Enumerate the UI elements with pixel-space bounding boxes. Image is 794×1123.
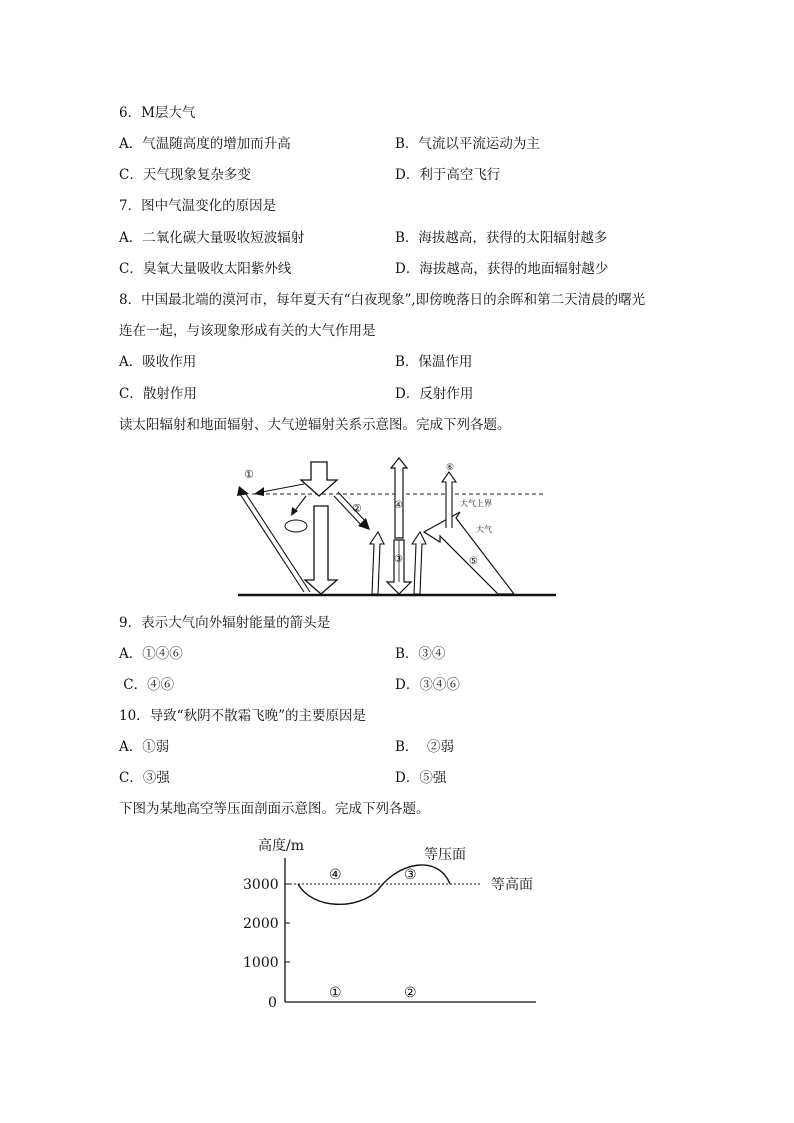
q6-option-d: D．利于高空飞行: [395, 167, 501, 183]
q7-option-a: A．二氧化碳大量吸收短波辐射: [119, 230, 305, 246]
q9-option-d: D．③④⑥: [395, 677, 460, 693]
arrow-1-head: [237, 486, 249, 496]
arrow-1-upper-reflection: [262, 484, 304, 492]
tick-label-3000: 3000: [243, 877, 279, 893]
tick-label-0: 0: [268, 995, 277, 1011]
point-4: ④: [329, 867, 342, 883]
point-3: ③: [404, 867, 417, 883]
q10-option-b: B． ②弱: [395, 739, 455, 755]
arrow-1-upper-head: [254, 487, 264, 496]
isobar-label: 等压面: [424, 847, 466, 863]
q6-option-c: C．天气现象复杂多变: [119, 167, 251, 183]
q8-stem-line2: 连在一起，与该现象形成有关的大气作用是: [119, 323, 376, 339]
label-5: ⑤: [469, 556, 478, 567]
tick-label-2000: 2000: [243, 916, 279, 932]
q8-option-b: B．保温作用: [395, 354, 473, 370]
q10-stem: 10．导致“秋阴不散霜飞晚”的主要原因是: [119, 708, 366, 724]
label-4: ④: [394, 500, 403, 511]
q9-option-a: A．①④⑥: [119, 646, 183, 662]
figure1-intro: 读太阳辐射和地面辐射、大气逆辐射关系示意图。完成下列各题。: [119, 417, 511, 433]
label-2: ②: [352, 502, 362, 515]
arrow-5-body: [424, 512, 514, 594]
q9-option-c: C．④⑥: [119, 677, 175, 693]
tick-label-1000: 1000: [243, 955, 279, 971]
q9-stem: 9．表示大气向外辐射能量的箭头是: [119, 615, 331, 631]
label-1: ①: [244, 468, 254, 481]
radiation-diagram: [234, 456, 564, 601]
solar-radiation-arrow-lower: [305, 506, 337, 594]
point-1: ①: [329, 985, 342, 1001]
point-2: ②: [404, 985, 417, 1001]
arrow-4-upward: [391, 458, 407, 538]
cloud: [285, 520, 307, 532]
solar-radiation-arrow-upper: [301, 462, 337, 496]
q8-option-d: D．反射作用: [395, 386, 474, 402]
q7-option-b: B．海拔越高，获得的太阳辐射越多: [395, 230, 608, 246]
atmosphere-top-label: 大气上界: [460, 499, 492, 508]
q6-option-a: A．气温随高度的增加而升高: [119, 136, 291, 152]
isobaric-curve: [298, 865, 450, 904]
q6-option-b: B．气流以平流运动为主: [395, 136, 540, 152]
q10-option-d: D．⑤强: [395, 770, 447, 786]
q8-option-c: C．散射作用: [119, 386, 197, 402]
q8-option-a: A．吸收作用: [119, 354, 197, 370]
atmosphere-label: 大气: [476, 525, 492, 534]
figure2-intro: 下图为某地高空等压面剖面示意图。完成下列各题。: [119, 801, 430, 817]
q10-option-c: C．③强: [119, 770, 170, 786]
label-3: ③: [394, 554, 403, 565]
q8-stem-line1: 8．中国最北端的漠河市，每年夏天有“白夜现象”,即傍晚落日的余晖和第二天清晨的曙光: [119, 292, 646, 308]
label-6: ⑥: [446, 463, 455, 473]
q7-option-c: C．臭氧大量吸收太阳紫外线: [119, 261, 292, 277]
q6-stem: 6．M层大气: [119, 105, 196, 121]
ground-radiation-arrow-left: [370, 532, 384, 594]
q7-stem: 7．图中气温变化的原因是: [119, 198, 277, 214]
q7-option-d: D．海拔越高，获得的地面辐射越少: [395, 261, 609, 277]
q9-option-b: B．③④: [395, 646, 446, 662]
arrow-1-reflection: [240, 494, 310, 592]
y-axis-label: 高度/m: [258, 838, 304, 854]
ground-radiation-arrow-right: [412, 532, 426, 594]
contour-label: 等高面: [491, 877, 533, 893]
q10-option-a: A．①弱: [119, 739, 170, 755]
isobaric-profile-diagram: [238, 832, 558, 1012]
